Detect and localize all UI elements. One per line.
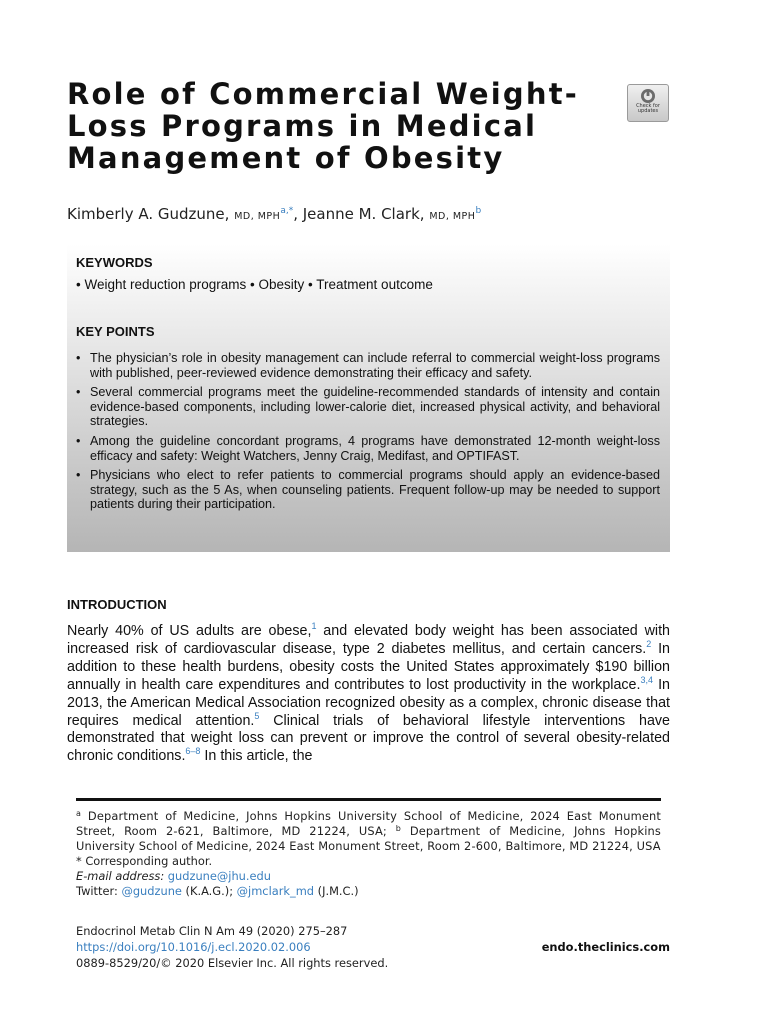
corresponding-author: * Corresponding author. [76,854,213,868]
keywords-heading: KEYWORDS [76,255,153,270]
twitter-link-gudzune[interactable]: @gudzune [121,884,182,898]
affiliation-mark: b [395,824,401,833]
author-line [67,205,481,223]
badge-text-2: updates [637,108,659,114]
introduction-paragraph [67,623,670,766]
author-affiliation-ref[interactable]: b [475,206,482,216]
title-line: Loss Programs in Medical [67,109,538,143]
author-name: Kimberly A. Gudzune, [67,205,235,223]
body-text: In addition to these health burdens, obesity costs the United States approximately $190 billion annually in health care expenditures and contributes to lost productivity in the workplace. [67,640,670,693]
copyright-line: 0889-8529/20/© 2020 Elsevier Inc. All rights reserved. [76,956,389,970]
affiliations [76,809,661,854]
affiliation-a: Department of Medicine, Johns Hopkins University School of Medicine, 2024 East Monument Street, Room 2-621, Baltimore, MD 21224, USA; [76,809,661,838]
body-text: In 2013, the American Medical Association recognized obesity as a complex, chronic disease that requires medical attention. [67,676,670,729]
reference-link[interactable]: 1 [311,621,317,631]
author-affiliation-ref[interactable]: a,* [280,206,294,216]
body-text: and elevated body weight has been associated with increased risk of cardiovascular disease, type 2 diabetes mellitus, and certain cancers. [67,623,670,657]
keywords-list: • Weight reduction programs • Obesity • Treatment outcome [76,277,433,292]
twitter-link-jmclark[interactable]: @jmclark_md [236,884,315,898]
check-for-updates-icon [640,88,656,104]
twitter-line [76,884,661,899]
doi-link[interactable]: https://doi.org/10.1016/j.ecl.2020.02.006 [76,940,311,954]
key-point-item: • Physicians who elect to refer patients to commercial programs should apply an evidence-based strategy, such as the 5 As, when counseling patients. Frequent follow-up may be needed to support patients during their participation. [76,468,660,512]
badge-text-1: Check for [636,103,660,109]
key-point-item: • Among the guideline concordant programs, 4 programs have demonstrated 12-month weight-loss efficacy and safety: Weight Watchers, Jenny Craig, Medifast, and OPTIFAST. [76,434,660,463]
journal-site-link[interactable]: endo.theclinics.com [541,940,670,954]
key-point-item: • Several commercial programs meet the guideline-recommended standards of intensity and contain evidence-based components, including lower-calorie diet, increased physical activity, and behavioral strategies. [76,385,660,429]
reference-link[interactable]: 3,4 [640,674,653,685]
article-title [67,78,607,174]
citation-block [76,923,670,971]
body-text: Clinical trials of behavioral lifestyle interventions have demonstrated that weight loss can prevent or improve the control of several obesity-related chronic conditions. [67,712,670,765]
body-text: In this article, the [200,748,313,765]
twitter-who: (K.A.G.); [181,884,237,898]
reference-link[interactable]: 5 [254,710,260,721]
email-label: E-mail address: [76,869,168,883]
key-point-item: • The physician’s role in obesity management can include referral to commercial weight-loss programs with published, peer-reviewed evidence demonstrating their efficacy and safety. [76,351,660,380]
reference-link[interactable]: 2 [646,638,652,649]
email-line [76,869,661,884]
author-name: Jeanne M. Clark, [302,205,430,223]
affiliation-b: Department of Medicine, Johns Hopkins University School of Medicine, 2024 East Monument Street, Room 2-600, Baltimore, MD 21224, USA [76,824,661,853]
title-line: Role of Commercial Weight- [67,77,580,111]
journal-citation: Endocrinol Metab Clin N Am 49 (2020) 275–287 [76,924,348,938]
author-separator: , [293,205,303,223]
key-points-heading: KEY POINTS [76,324,155,339]
check-for-updates-button[interactable] [627,84,669,122]
author-degree: MD, MPH [429,211,476,222]
footnotes [76,809,661,899]
body-text: Nearly 40% of US adults are obese, [67,623,312,639]
twitter-label: Twitter: [76,884,122,898]
introduction-heading: INTRODUCTION [67,597,167,612]
author-degree: MD, MPH [234,211,281,222]
email-link[interactable]: gudzune@jhu.edu [167,869,271,883]
keywords-box [67,244,670,552]
twitter-who: (J.M.C.) [314,884,359,898]
affiliation-mark: a [76,809,82,818]
reference-link[interactable]: 6–8 [185,746,201,757]
title-line: Management of Obesity [67,141,505,175]
key-points-list [76,351,660,517]
footnote-divider [76,798,661,801]
